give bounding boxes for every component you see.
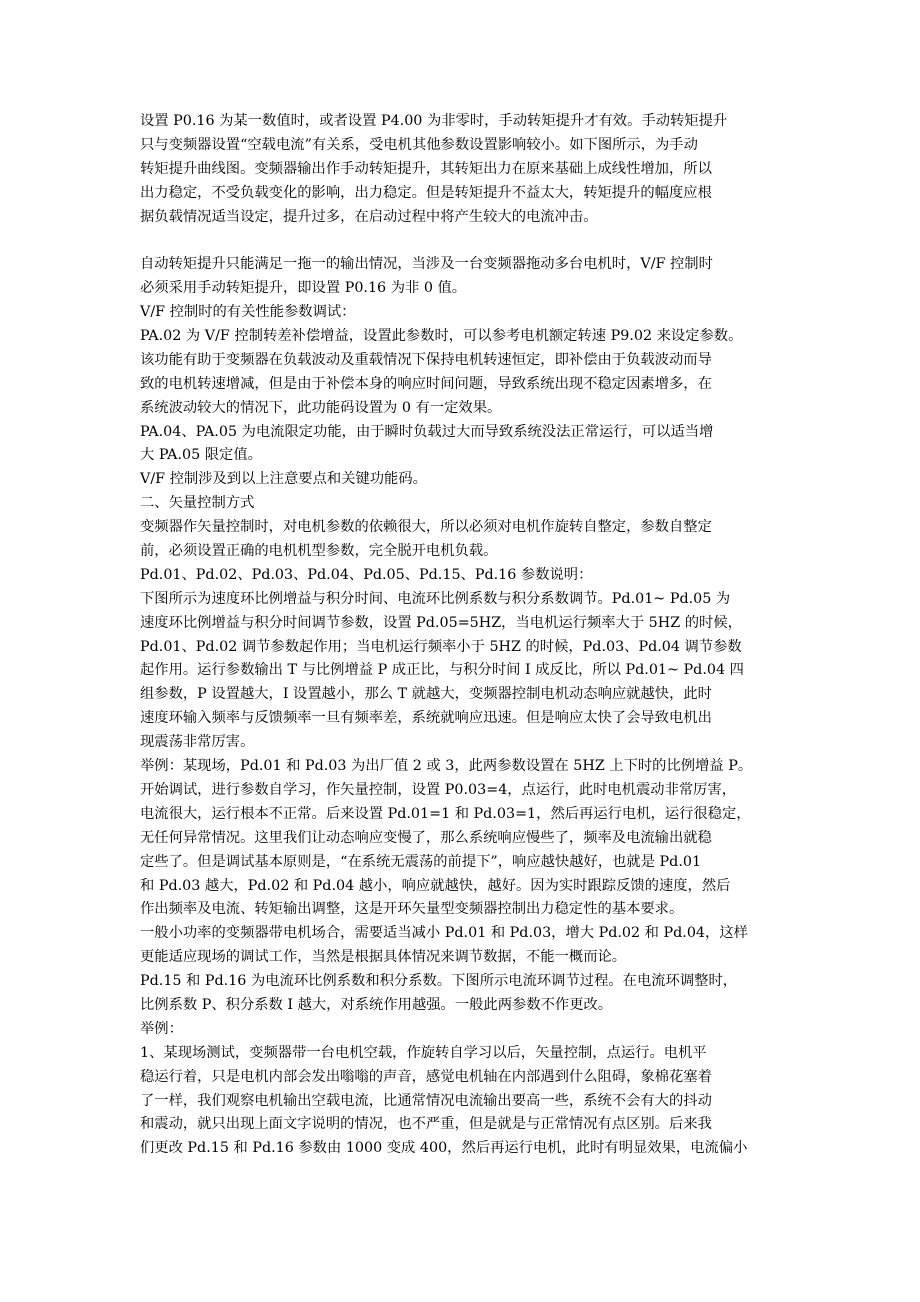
text-line: 自动转矩提升只能满足一拖一的输出情况，当涉及一台变频器拖动多台电机时，V/F 控制时	[140, 256, 713, 273]
text-line: 无任何异常情况。这里我们让动态响应变慢了，那么系统响应慢些了，频率及电流输出就稳	[140, 829, 712, 846]
text-line: 下图所示为速度环比例增益与积分时间、电流环比例系数与积分系数调节。Pd.01~ Pd.05 为	[140, 590, 731, 607]
section-heading: 举例：	[140, 1020, 183, 1037]
text-line: 和 Pd.03 越大，Pd.02 和 Pd.04 越小，响应就越快，越好。因为实时跟踪反馈的速度，然后	[140, 877, 731, 894]
text-line: 大 PA.05 限定值。	[140, 447, 262, 464]
text-line: 据负载情况适当设定，提升过多，在启动过程中将产生较大的电流冲击。	[140, 208, 598, 225]
text-line: 作出频率及电流、转矩输出调整，这是开环矢量型变频器控制出力稳定性的基本要求。	[140, 901, 684, 918]
text-line: 现震荡非常厉害。	[140, 734, 255, 751]
text-line: 致的电机转速增减，但是由于补偿本身的响应时间问题，导致系统出现不稳定因素增多，在	[140, 375, 712, 392]
text-line: 了一样，我们观察电机输出空载电流，比通常情况电流输出要高一些，系统不会有大的抖动	[140, 1092, 712, 1109]
text-line: 和震动，就只出现上面文字说明的情况，也不严重，但是就是与正常情况有点区别。后来我	[140, 1116, 712, 1133]
section-heading: 二、矢量控制方式	[140, 495, 255, 512]
text-line: 出力稳定，不受负载变化的影响，出力稳定。但是转矩提升不益太大，转矩提升的幅度应根	[140, 184, 712, 201]
text-line: PA.04、PA.05 为电流限定功能，由于瞬时负载过大而导致系统没法正常运行，可以适当增	[140, 423, 714, 440]
text-line: 组参数，P 设置越大，I 设置越小，那么 T 就越大，变频器控制电机动态响应就越快，此时	[140, 686, 712, 703]
text-line: 一般小功率的变频器带电机场合，需要适当减小 Pd.01 和 Pd.03，增大 Pd.02 和 Pd.04，这样	[140, 925, 748, 942]
document-body	[140, 110, 785, 1161]
text-line: 起作用。运行参数输出 T 与比例增益 P 成正比，与积分时间 I 成反比，所以 Pd.01~ Pd.04 四	[140, 662, 744, 679]
text-line: 该功能有助于变频器在负载波动及重载情况下保持电机转速恒定，即补偿由于负载波动而导	[140, 351, 712, 368]
text-line: 转矩提升曲线图。变频器输出作手动转矩提升，其转矩出力在原来基础上成线性增加，所以	[140, 160, 712, 177]
text-line: 设置 P0.16 为某一数值时，或者设置 P4.00 为非零时，手动转矩提升才有效。手动转矩提升	[140, 113, 728, 129]
text-line: 比例系数 P、积分系数 I 越大，对系统作用越强。一般此两参数不作更改。	[140, 996, 613, 1013]
section-heading: Pd.01、Pd.02、Pd.03、Pd.04、Pd.05、Pd.15、Pd.16 参数说明：	[140, 566, 593, 583]
section-heading: V/F 控制时的有关性能参数调试：	[140, 304, 356, 321]
text-line: Pd.15 和 Pd.16 为电流环比例系数和积分系数。下图所示电流环调节过程。在电流环调整时，	[140, 973, 738, 990]
text-line: 只与变频器设置“空载电流”有关系，受电机其他参数设置影响较小。如下图所示，为手动	[140, 136, 698, 153]
text-line: 系统波动较大的情况下，此功能码设置为 0 有一定效果。	[140, 399, 502, 416]
text-line: 电流很大，运行根本不正常。后来设置 Pd.01=1 和 Pd.03=1，然后再运行电机，运行很稳定，	[140, 805, 751, 822]
text-line: 变频器作矢量控制时，对电机参数的依赖很大，所以必须对电机作旋转自整定，参数自整定	[140, 519, 712, 536]
text-line: 速度环输入频率与反馈频率一旦有频率差，系统就响应迅速。但是响应太快了会导致电机出	[140, 710, 712, 727]
paragraph-vf-and-vector-control	[140, 253, 785, 1161]
text-line: 更能适应现场的调试工作，当然是根据具体情况来调节数据，不能一概而论。	[140, 949, 627, 966]
text-line: 必须采用手动转矩提升，即设置 P0.16 为非 0 值。	[140, 280, 467, 297]
text-line: PA.02 为 V/F 控制转差补偿增益，设置此参数时，可以参考电机额定转速 P9.02 来设定参数。	[140, 328, 743, 345]
text-line: 们更改 Pd.15 和 Pd.16 参数由 1000 变成 400，然后再运行电机，此时有明显效果，电流偏小	[140, 1140, 748, 1157]
text-line: 定些了。但是调试基本原则是，“在系统无震荡的前提下”，响应越快越好，也就是 Pd.01	[140, 853, 702, 870]
text-line: 开始调试，进行参数自学习，作矢量控制，设置 P0.03=4，点运行，此时电机震动非常厉害，	[140, 781, 737, 798]
text-line: Pd.01、Pd.02 调节参数起作用；当电机运行频率小于 5HZ 的时候，Pd.03、Pd.04 调节参数	[140, 638, 742, 655]
text-line: 速度环比例增益与积分时间调节参数，设置 Pd.05=5HZ，当电机运行频率大于 5HZ 的时候，	[140, 614, 742, 631]
paragraph-gap	[140, 229, 785, 253]
text-line: 稳运行着，只是电机内部会发出嗡嗡的声音，感觉电机轴在内部遇到什么阻碍，象棉花塞着	[140, 1068, 712, 1085]
text-line: 举例：某现场，Pd.01 和 Pd.03 为出厂值 2 或 3，此两参数设置在 5HZ 上下时的比例增益 P。	[140, 758, 753, 775]
paragraph-torque-boost-manual	[140, 110, 785, 229]
text-line: 1、某现场测试，变频器带一台电机空载，作旋转自学习以后，矢量控制，点运行。电机平	[140, 1044, 707, 1061]
text-line: V/F 控制涉及到以上注意要点和关键功能码。	[140, 471, 427, 488]
text-line: 前，必须设置正确的电机机型参数，完全脱开电机负载。	[140, 543, 498, 560]
